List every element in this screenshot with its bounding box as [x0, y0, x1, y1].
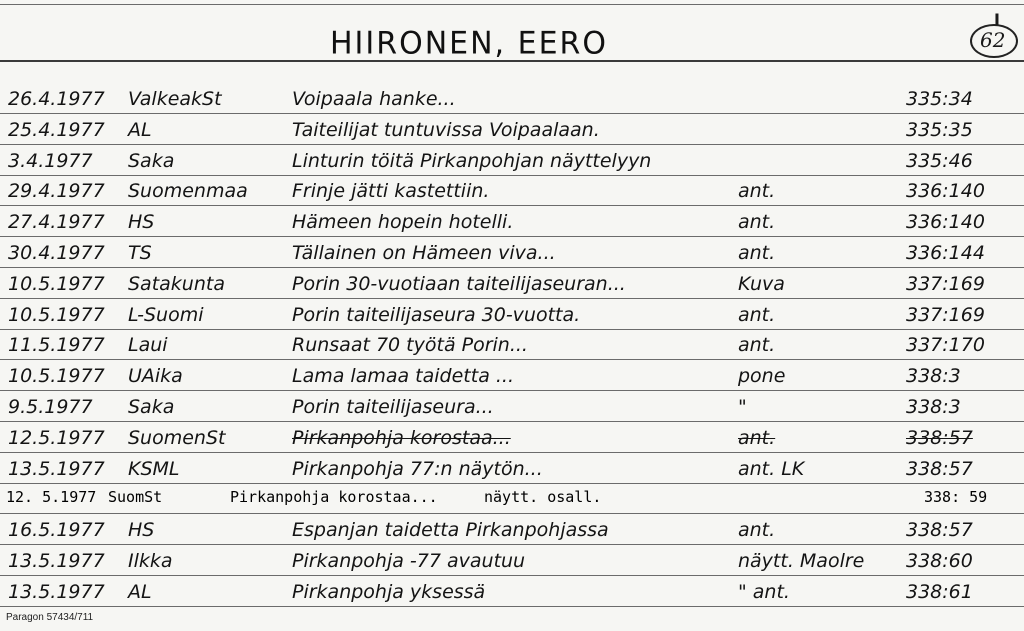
entry-date: 10.5.1977 [8, 272, 105, 295]
handwritten-entry-row [0, 458, 1024, 486]
entry-source: Satakunta [128, 272, 225, 295]
entry-note: ant. [738, 211, 776, 234]
entry-ref: 336:140 [906, 180, 985, 203]
card-title: HIIRONEN, EERO [330, 25, 608, 62]
ruled-line [0, 513, 1024, 514]
ruled-line [0, 205, 1024, 206]
entry-ref: 338: 59 [924, 488, 988, 507]
entry-note: ant. LK [738, 457, 805, 480]
entry-ref: 335:46 [906, 149, 973, 172]
ruled-line [0, 606, 1024, 607]
ruled-line [0, 544, 1024, 545]
handwritten-entry-row [0, 180, 1024, 208]
entry-ref: 337:169 [906, 272, 985, 295]
entry-date: 27.4.1977 [8, 211, 105, 234]
ruled-line [0, 113, 1024, 114]
handwritten-entry-row [0, 211, 1024, 239]
entry-ref: 338:3 [906, 365, 961, 388]
entry-text: Pirkanpohja 77:n näytön... [292, 457, 543, 480]
entry-note: ant. [738, 242, 776, 264]
corner-mark [966, 10, 1022, 54]
ruled-line [0, 298, 1024, 299]
entry-date: 29.4.1977 [8, 180, 105, 203]
ruled-line [0, 144, 1024, 145]
entry-text: Pirkanpohja -77 avautuu [292, 550, 526, 572]
ruled-line [0, 483, 1024, 484]
entry-source: AL [128, 118, 152, 141]
ruled-line [0, 359, 1024, 360]
entry-ref: 338:57 [906, 457, 973, 480]
entry-ref: 338:57 [906, 519, 973, 542]
entry-source: Saka [128, 149, 175, 172]
entry-ref: 335:34 [906, 88, 973, 110]
entry-text: Pirkanpohja korostaa... [230, 488, 438, 507]
entry-source: SuomSt [108, 488, 163, 507]
handwritten-entry-row [0, 519, 1024, 547]
entry-text: Taiteilijat tuntuvissa Voipaalaan. [292, 118, 600, 141]
entry-note: ant. [738, 519, 776, 542]
entry-text: Porin taiteilijaseura 30-vuotta. [292, 303, 581, 326]
entry-source: Ilkka [128, 550, 173, 572]
entry-text: Porin 30-vuotiaan taiteilijaseuran... [292, 272, 626, 295]
entry-text: Espanjan taidetta Pirkanpohjassa [292, 519, 609, 542]
ruled-line [0, 329, 1024, 330]
corner-number: 62 [980, 28, 1006, 52]
entry-date: 10.5.1977 [8, 365, 105, 388]
entry-date: 12.5.1977 [8, 426, 105, 449]
entry-note: ant. [738, 303, 776, 326]
entry-ref: 336:140 [906, 211, 985, 234]
entry-source: HS [128, 211, 155, 234]
entry-note: näytt. Maolre [738, 550, 865, 572]
entry-text: Voipaala hanke... [292, 88, 456, 110]
entry-source: Suomenmaa [128, 180, 248, 203]
entry-source: KSML [128, 457, 180, 480]
handwritten-entry-row [0, 273, 1024, 301]
entry-ref: 338:57 [906, 426, 973, 449]
entry-text: Lama lamaa taidetta ... [292, 365, 514, 388]
entry-date: 26.4.1977 [8, 88, 105, 110]
handwritten-entry-row [0, 150, 1024, 178]
entry-note: ant. [738, 426, 776, 449]
entry-ref: 337:170 [906, 334, 985, 357]
ruled-line [0, 390, 1024, 391]
handwritten-entry-row [0, 365, 1024, 393]
ruled-line [0, 421, 1024, 422]
entry-source: Laui [128, 334, 168, 357]
entry-source: Saka [128, 396, 175, 418]
entry-ref: 338:61 [906, 580, 973, 603]
entry-note: Kuva [738, 272, 785, 295]
entry-note: " [738, 396, 747, 418]
entry-note: näytt. osall. [484, 488, 602, 507]
entry-text: Runsaat 70 työtä Porin... [292, 334, 528, 357]
corner-roman: I [994, 10, 1000, 29]
entry-date: 13.5.1977 [8, 550, 105, 572]
entry-ref: 338:60 [906, 550, 973, 572]
entry-date: 12. 5.1977 [6, 488, 97, 507]
entry-date: 13.5.1977 [8, 457, 105, 480]
handwritten-entry-row [0, 242, 1024, 270]
entry-source: L-Suomi [128, 303, 204, 326]
entry-text: Hämeen hopein hotelli. [292, 211, 514, 234]
entry-text: Frinje jätti kastettiin. [292, 180, 490, 203]
entry-date: 16.5.1977 [8, 519, 105, 542]
ruled-line [0, 575, 1024, 576]
entry-source: TS [128, 242, 152, 264]
entry-note: " ant. [738, 580, 790, 603]
entry-text: Tällainen on Hämeen viva... [292, 242, 556, 264]
entry-text: Porin taiteilijaseura... [292, 396, 494, 418]
ruled-line [0, 452, 1024, 453]
handwritten-entry-row [0, 334, 1024, 362]
entry-ref: 335:35 [906, 118, 973, 141]
handwritten-entry-row [0, 304, 1024, 332]
entry-ref: 336:144 [906, 242, 985, 264]
entry-text: Pirkanpohja yksessä [292, 580, 486, 603]
entry-text: Pirkanpohja korostaa... [292, 426, 511, 449]
entry-ref: 338:3 [906, 396, 961, 418]
ruled-line [0, 175, 1024, 176]
handwritten-entry-row [0, 88, 1024, 116]
handwritten-entry-row [0, 550, 1024, 578]
top-rule [0, 4, 1024, 5]
entry-ref: 337:169 [906, 303, 985, 326]
entry-date: 11.5.1977 [8, 334, 105, 357]
entry-note: pone [738, 365, 786, 388]
entry-source: SuomenSt [128, 426, 226, 449]
entry-date: 3.4.1977 [8, 149, 93, 172]
entry-source: HS [128, 519, 155, 542]
entry-date: 25.4.1977 [8, 118, 105, 141]
footer-text: Paragon 57434/711 [6, 612, 94, 623]
handwritten-entry-row [0, 396, 1024, 424]
entry-date: 9.5.1977 [8, 396, 93, 418]
entry-date: 13.5.1977 [8, 580, 105, 603]
entry-note: ant. [738, 180, 776, 203]
handwritten-entry-row [0, 119, 1024, 147]
entry-source: UAika [128, 365, 183, 388]
entry-text: Linturin töitä Pirkanpohjan näyttelyyn [292, 149, 652, 172]
entry-date: 30.4.1977 [8, 242, 105, 264]
entry-date: 10.5.1977 [8, 303, 105, 326]
handwritten-entry-row [0, 581, 1024, 609]
handwritten-entry-row [0, 427, 1024, 455]
entry-note: ant. [738, 334, 776, 357]
entry-source: AL [128, 580, 152, 603]
entry-source: ValkeakSt [128, 88, 222, 110]
ruled-line [0, 236, 1024, 237]
ruled-line [0, 267, 1024, 268]
typed-entry-row [0, 488, 1024, 516]
